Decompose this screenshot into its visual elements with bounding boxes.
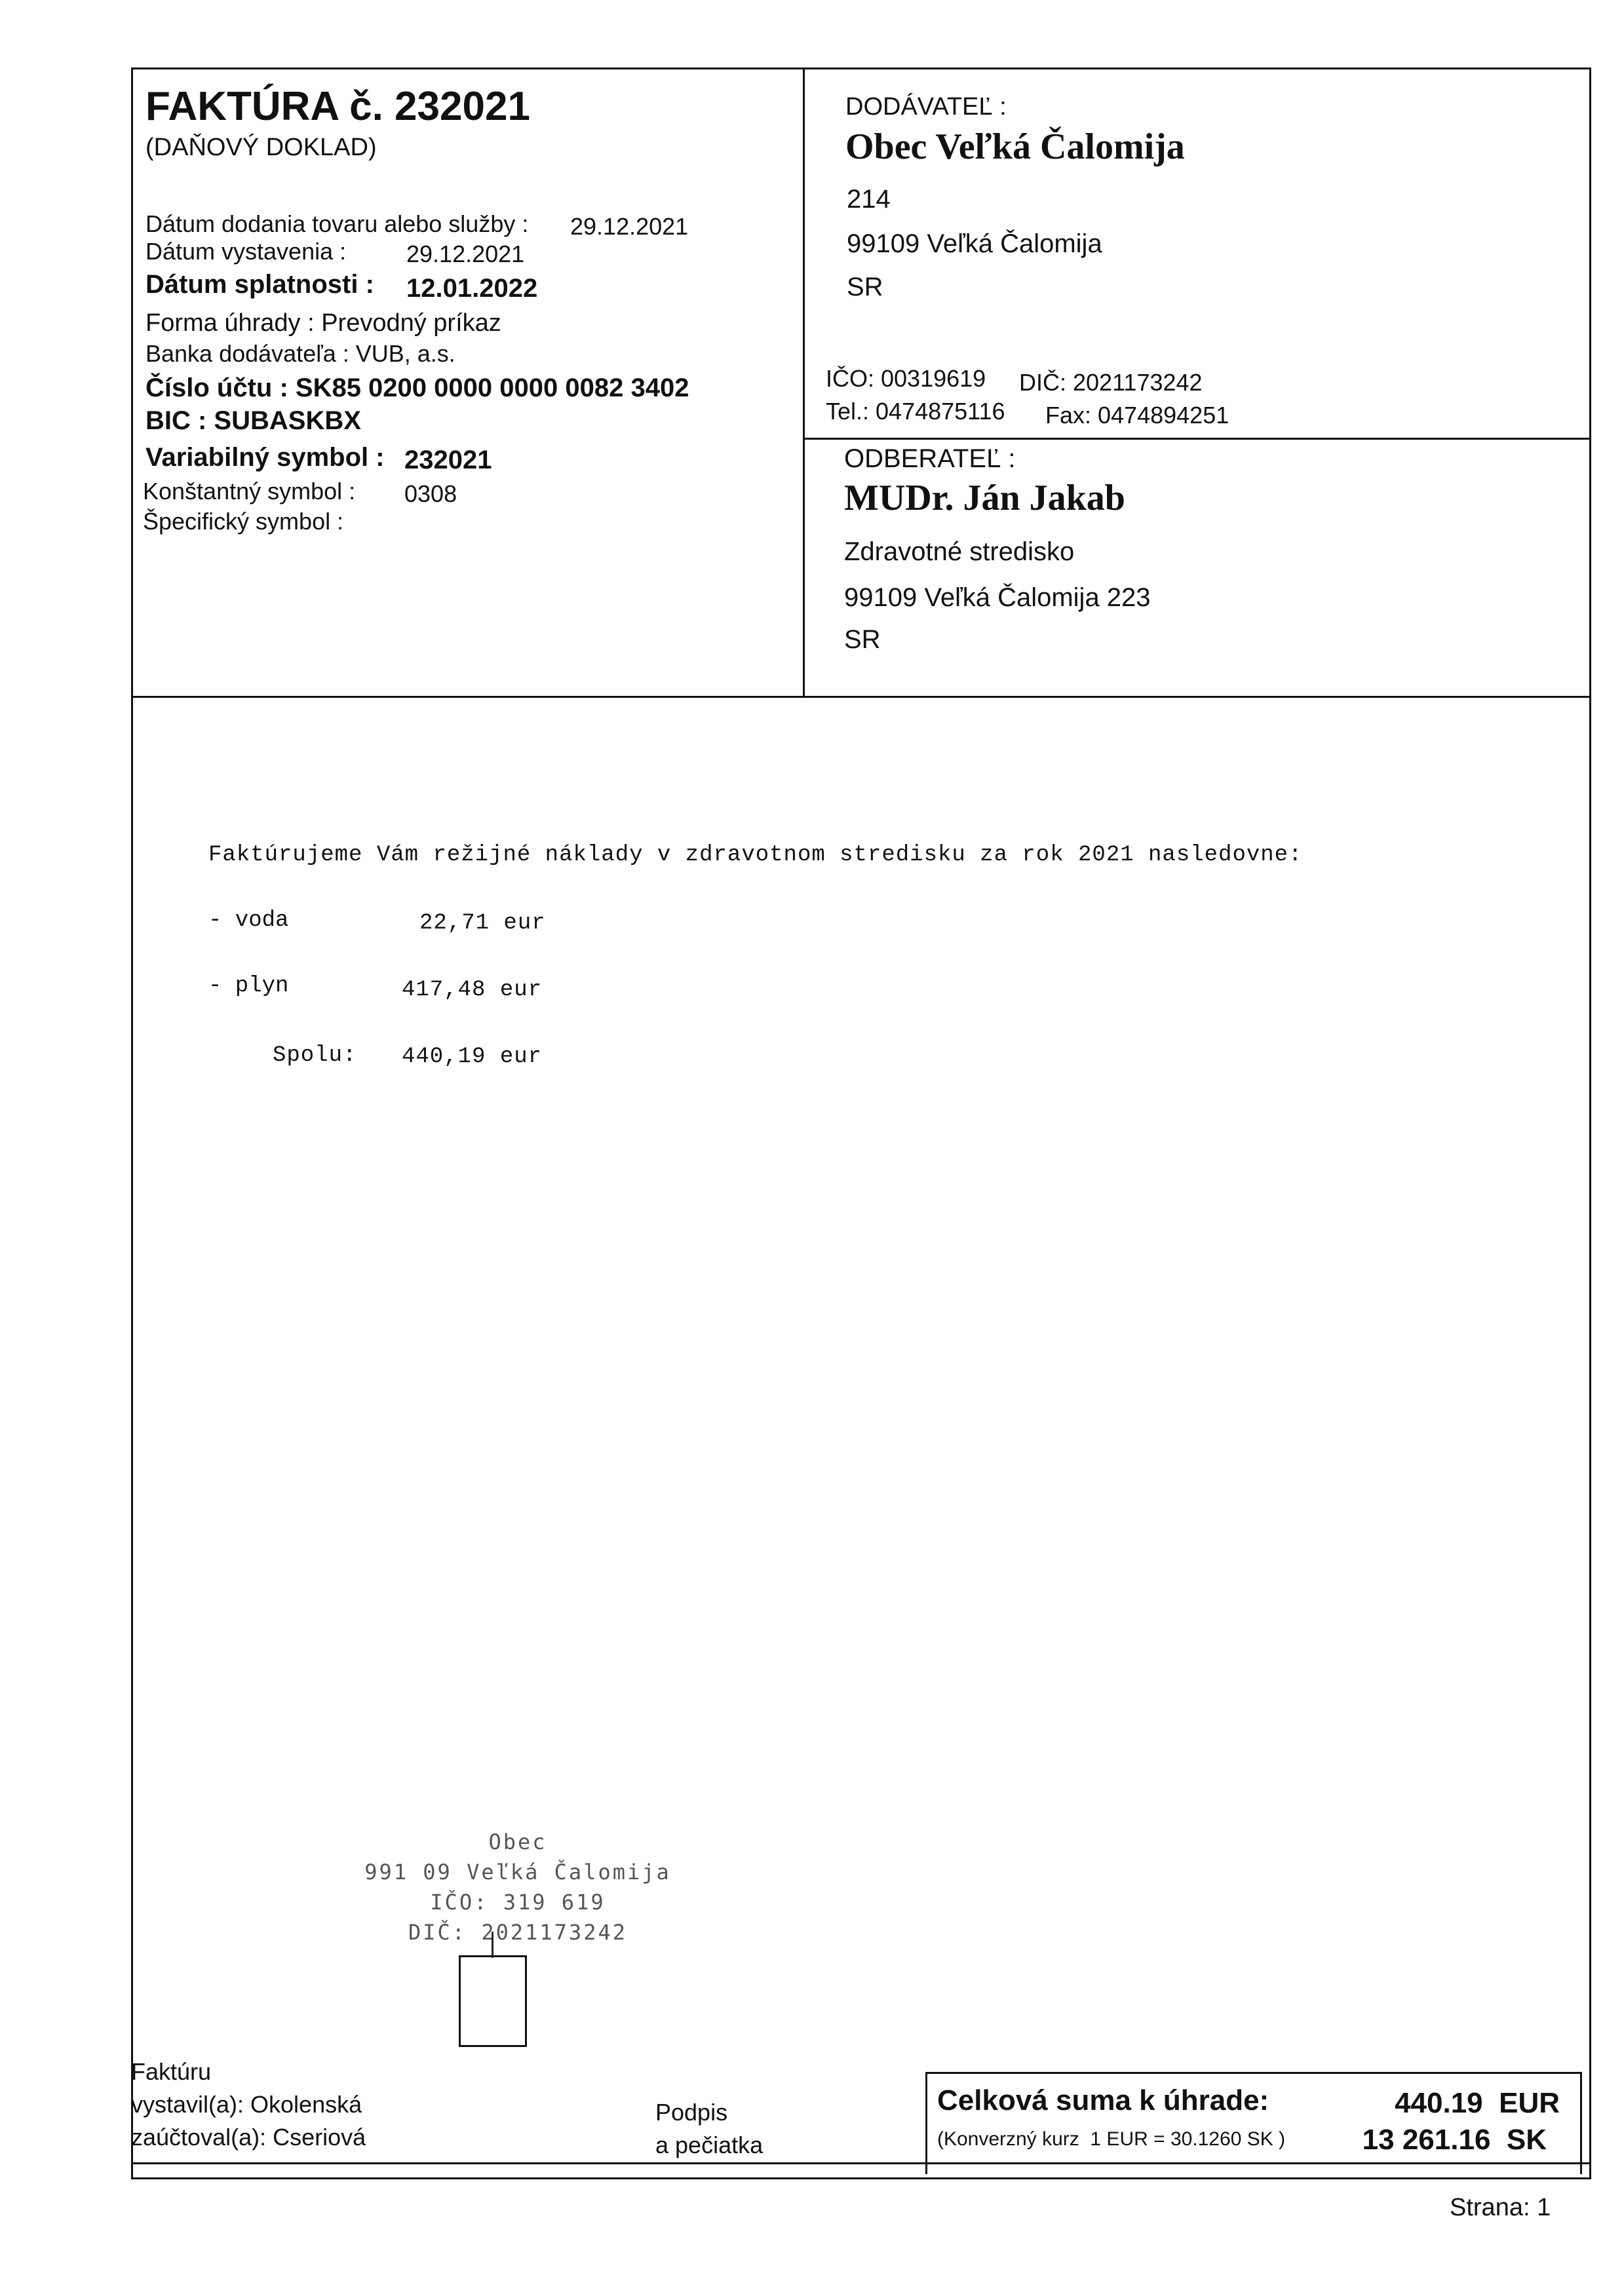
constant-symbol-label: Konštantný symbol : [143, 478, 356, 505]
invoice-intro-text: Faktúrujeme Vám režijné náklady v zdravotnom stredisku za rok 2021 nasledovne: [208, 843, 1303, 868]
customer-address-line2: 99109 Veľká Čalomija 223 [844, 583, 1151, 612]
stamp-box [459, 1955, 527, 2047]
conversion-rate: (Konverzný kurz 1 EUR = 30.1260 SK ) [937, 2128, 1286, 2150]
body-total-amount: 440,19 eur [402, 1044, 543, 1069]
item-label-water: - voda [208, 908, 289, 933]
issued-by: vystavil(a): Okolenská [131, 2091, 362, 2118]
item-amount-gas: 417,48 eur [402, 978, 543, 1003]
customer-address-line3: SR [844, 625, 881, 654]
header-bottom-rule [131, 696, 1591, 698]
signature-stroke [492, 1932, 493, 1958]
specific-symbol-label: Špecifický symbol : [143, 508, 344, 535]
booked-by: zaúčtoval(a): Cseriová [131, 2124, 366, 2151]
signature-label-line2: a pečiatka [655, 2132, 764, 2158]
grand-total-sk: 13 261.16 SK [1362, 2124, 1547, 2156]
constant-symbol-value: 0308 [404, 480, 457, 507]
due-date-label: Dátum splatnosti : [145, 270, 374, 299]
item-amount-water: 22,71 eur [419, 911, 546, 936]
customer-heading: ODBERATEĽ : [844, 444, 1016, 473]
stamp-line4: DIČ: 2021173242 [408, 1920, 627, 1945]
stamp-line2: 991 09 Veľká Čalomija [364, 1860, 671, 1885]
invoice-title: FAKTÚRA č. 232021 [145, 84, 530, 129]
supplier-ico: IČO: 00319619 [826, 365, 986, 392]
supplier-address-line3: SR [847, 273, 883, 301]
header-divider-vertical [803, 67, 805, 698]
supplier-tel: Tel.: 0474875116 [826, 398, 1005, 425]
variable-symbol-label: Variabilný symbol : [145, 443, 385, 472]
invoice-subtitle: (DAŇOVÝ DOKLAD) [145, 134, 377, 161]
payment-form: Forma úhrady : Prevodný príkaz [145, 309, 501, 337]
stamp-line3: IČO: 319 619 [430, 1890, 606, 1915]
variable-symbol-value: 232021 [404, 446, 492, 474]
supplier-customer-divider [803, 438, 1591, 440]
delivery-date-value: 29.12.2021 [570, 213, 689, 240]
grand-total-eur: 440.19 EUR [1395, 2087, 1560, 2119]
customer-address-line1: Zdravotné stredisko [844, 537, 1075, 566]
delivery-date-label: Dátum dodania tovaru alebo služby : [145, 210, 529, 237]
signature-label-line1: Podpis [655, 2099, 728, 2126]
account-number: Číslo účtu : SK85 0200 0000 0000 0082 3402 [145, 373, 689, 402]
supplier-address-line1: 214 [847, 185, 891, 214]
customer-name: MUDr. Ján Jakab [844, 478, 1125, 518]
supplier-name: Obec Veľká Čalomija [845, 126, 1185, 167]
bic-code: BIC : SUBASKBX [145, 406, 361, 435]
issued-heading: Faktúru [131, 2058, 212, 2085]
body-total-label: Spolu: [273, 1043, 357, 1068]
page-number: Strana: 1 [1450, 2194, 1551, 2221]
grand-total-label: Celková suma k úhrade: [937, 2084, 1269, 2116]
due-date-value: 12.01.2022 [406, 274, 538, 303]
supplier-heading: DODÁVATEĽ : [845, 93, 1007, 121]
supplier-fax: Fax: 0474894251 [1045, 402, 1229, 429]
issue-date-value: 29.12.2021 [406, 240, 525, 267]
supplier-address-line2: 99109 Veľká Čalomija [847, 229, 1102, 258]
supplier-dic: DIČ: 2021173242 [1019, 369, 1203, 396]
issue-date-label: Dátum vystavenia : [145, 238, 347, 265]
stamp-line1: Obec [488, 1829, 547, 1854]
item-label-gas: - plyn [208, 974, 289, 999]
bank-name: Banka dodávateľa : VUB, a.s. [145, 340, 455, 367]
